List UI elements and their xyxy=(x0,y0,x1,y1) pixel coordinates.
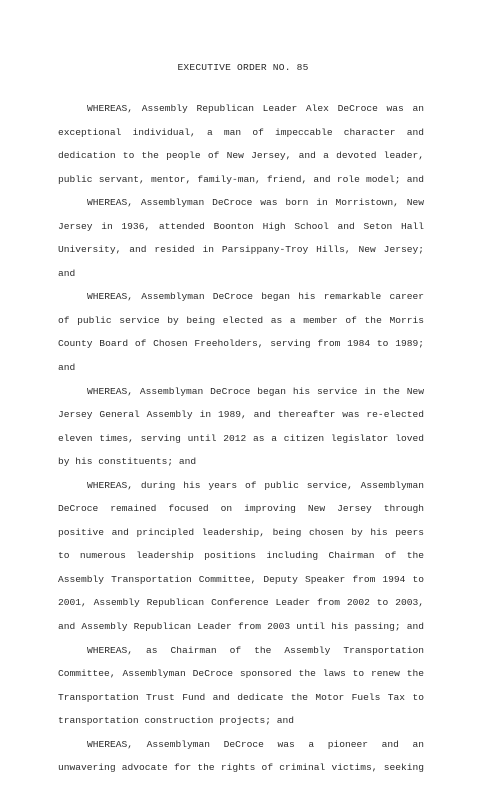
text-line: WHEREAS, as Chairman of the Assembly Transportation xyxy=(87,644,424,656)
text-line: and xyxy=(58,267,76,279)
document-body xyxy=(58,97,424,780)
document-title: EXECUTIVE ORDER NO. 85 xyxy=(177,62,309,73)
text-line: exceptional individual, a man of impeccable character and xyxy=(58,126,424,138)
text-line: transportation construction projects; and xyxy=(58,715,295,727)
text-line: Jersey in 1936, attended Boonton High School and Seton Hall xyxy=(58,220,424,232)
whereas-paragraph-7 xyxy=(58,733,424,780)
text-line: by his constituents; and xyxy=(58,456,197,468)
whereas-paragraph-4 xyxy=(58,380,424,474)
text-line: dedication to the people of New Jersey, and a devoted leader, xyxy=(58,150,424,162)
text-line: WHEREAS, Assemblyman DeCroce was a pioneer and an xyxy=(87,738,424,750)
text-line: Transportation Trust Fund and dedicate the Motor Fuels Tax to xyxy=(58,691,424,703)
text-line: University, and resided in Parsippany-Troy Hills, New Jersey; xyxy=(58,244,424,256)
text-line: WHEREAS, Assemblyman DeCroce began his remarkable career xyxy=(87,291,424,303)
text-line: 2001, Assembly Republican Conference Leader from 2002 to 2003, xyxy=(58,597,424,609)
text-line: Committee, Assemblyman DeCroce sponsored the laws to renew the xyxy=(58,668,424,680)
text-line: unwavering advocate for the rights of criminal victims, seeking xyxy=(58,762,424,774)
text-line: WHEREAS, Assembly Republican Leader Alex DeCroce was an xyxy=(87,103,424,114)
whereas-paragraph-1 xyxy=(58,97,424,191)
whereas-paragraph-6 xyxy=(58,639,424,733)
whereas-paragraph-2 xyxy=(58,191,424,285)
whereas-paragraph-5 xyxy=(58,474,424,639)
text-line: to numerous leadership positions including Chairman of the xyxy=(58,550,424,562)
text-line: Jersey General Assembly in 1989, and thereafter was re-elected xyxy=(58,409,424,421)
text-line: and xyxy=(58,362,76,374)
text-line: positive and principled leadership, being chosen by his peers xyxy=(58,526,424,538)
text-line: public servant, mentor, family-man, friend, and role model; and xyxy=(58,173,424,185)
text-line: DeCroce remained focused on improving New Jersey through xyxy=(58,503,424,515)
text-line: eleven times, serving until 2012 as a citizen legislator loved xyxy=(58,432,424,444)
text-line: of public service by being elected as a member of the Morris xyxy=(58,314,424,326)
text-line: WHEREAS, Assemblyman DeCroce was born in Morristown, New xyxy=(87,197,424,209)
text-line: WHEREAS, during his years of public service, Assemblyman xyxy=(87,479,424,491)
text-line: WHEREAS, Assemblyman DeCroce began his service in the New xyxy=(87,385,424,397)
text-line: Assembly Transportation Committee, Deputy Speaker from 1994 to xyxy=(58,573,424,585)
text-line: and Assembly Republican Leader from 2003 until his passing; and xyxy=(58,621,424,633)
text-line: County Board of Chosen Freeholders, serving from 1984 to 1989; xyxy=(58,338,424,350)
whereas-paragraph-3 xyxy=(58,285,424,379)
